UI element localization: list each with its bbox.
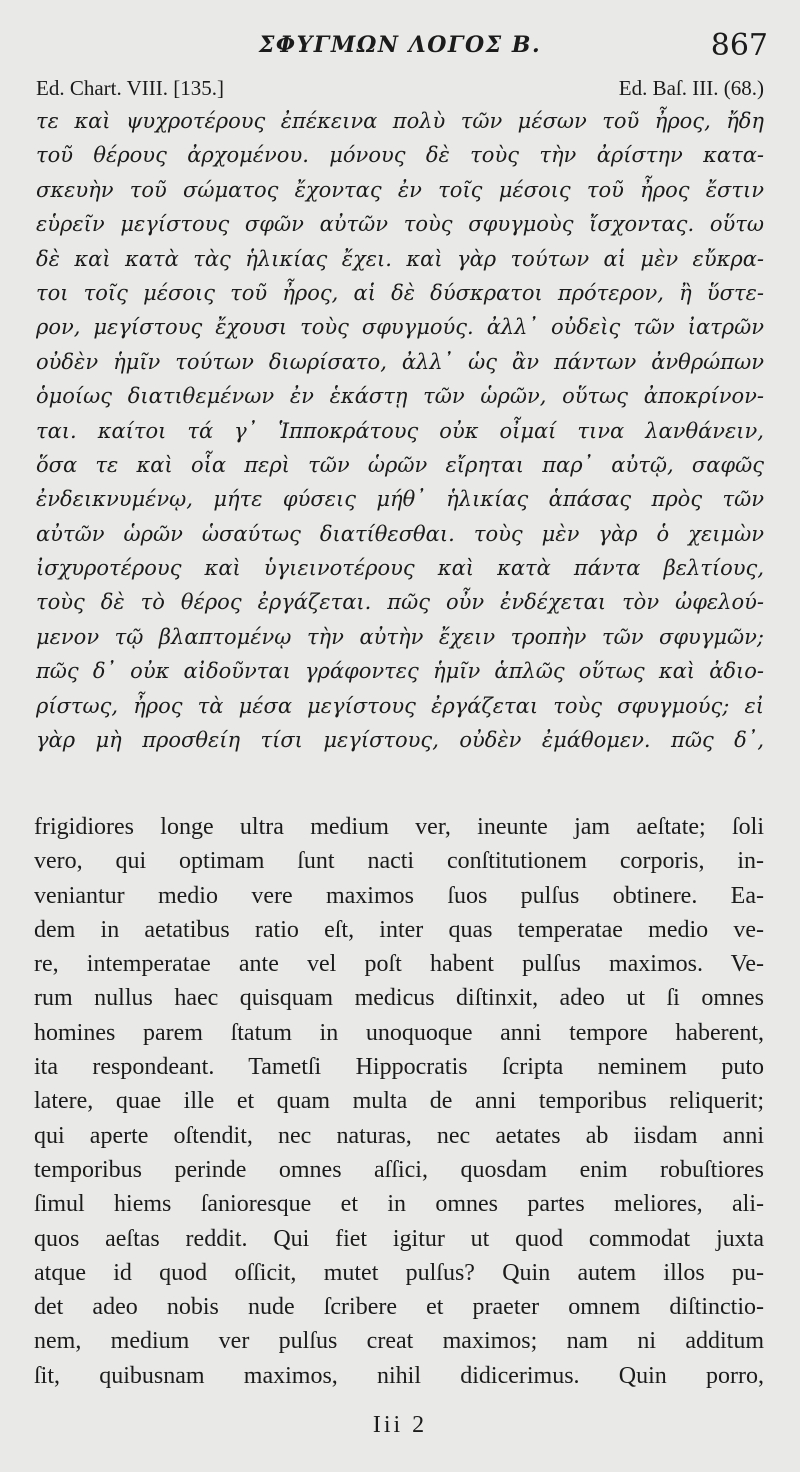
- running-title: ΣΦΥΓΜΩΝ ΛΟΓΟΣ Β.: [258, 32, 542, 58]
- latin-text-line: frigidiores longe ultra medium ver, ineunte jam aeſtate; ſoli: [34, 814, 764, 840]
- greek-text-line: σκευὴν τοῦ σώματος ἔχοντας ἐν τοῖς μέσοις τοῦ ἦρος ἔστιν: [36, 177, 764, 202]
- greek-text-line: μενον τῷ βλαπτομένῳ τὴν αὐτὴν ἔχειν τροπὴν τῶν σφυγμῶν;: [36, 624, 764, 649]
- greek-text-line: ὅσα τε καὶ οἷα περὶ τῶν ὡρῶν εἴρηται παρ᾽ αὐτῷ, σαφῶς: [36, 452, 764, 477]
- running-head: [0, 28, 800, 63]
- greek-text-line: ὁμοίως διατιθεμένων ἐν ἑκάστῃ τῶν ὡρῶν, οὕτως ἀποκρίνον-: [36, 384, 764, 409]
- greek-text-line: πῶς δ᾽ οὐκ αἰδοῦνται γράφοντες ἡμῖν ἁπλῶς οὕτως καὶ ἀδιο-: [36, 659, 764, 684]
- greek-text-line: ρον, μεγίστους ἔχουσι τοὺς σφυγμούς. ἀλλ᾽ οὐδεὶς τῶν ἰατρῶν: [36, 315, 764, 340]
- edition-reference-basel: Ed. Baſ. III. (68.): [618, 76, 764, 100]
- latin-text-line: ſit, quibusnam maximos, nihil didicerimus. Quin porro,: [34, 1362, 764, 1389]
- latin-text-line: vero, qui optimam ſunt nacti conſtitutionem corporis, in-: [34, 848, 764, 875]
- latin-text-line: homines parem ſtatum in unoquoque anni tempore haberent,: [34, 1019, 764, 1046]
- greek-text-line: γὰρ μὴ προσθείη τίσι μεγίστους, οὐδὲν ἐμάθομεν. πῶς δ᾽,: [36, 728, 764, 753]
- greek-text-line: οὐδὲν ἡμῖν τούτων διωρίσατο, ἀλλ᾽ ὡς ἂν πάντων ἀνθρώπων: [36, 349, 764, 374]
- latin-text-line: rum nullus haec quisquam medicus diſtinxit, adeo ut ſi omnes: [34, 985, 764, 1012]
- greek-text-line: ται. καίτοι τά γ᾽ Ἱπποκράτους οὐκ οἶμαί τινα λανθάνειν,: [36, 418, 764, 443]
- latin-text-line: veniantur medio vere maximos ſuos pulſus obtinere. Ea-: [34, 882, 764, 909]
- latin-text-line: nem, medium ver pulſus creat maximos; nam ni additum: [34, 1328, 764, 1355]
- latin-text-line: qui aperte oſtendit, nec naturas, nec aetates ab iisdam anni: [34, 1122, 764, 1149]
- greek-text-line: εὑρεῖν μεγίστους σφῶν αὐτῶν τοὺς σφυγμοὺς ἴσχοντας. οὕτω: [36, 212, 764, 237]
- greek-text-line: ἐνδεικνυμένῳ, μήτε φύσεις μήθ᾽ ἡλικίας ἁπάσας πρὸς τῶν: [36, 487, 764, 512]
- latin-text-line: det adeo nobis nude ſcribere et praeter omnem diſtinctio-: [34, 1294, 764, 1321]
- latin-text-line: atque id quod oſſicit, mutet pulſus? Quin autem illos pu-: [34, 1259, 764, 1286]
- greek-text-line: τοὺς δὲ τὸ θέρος ἐργάζεται. πῶς οὖν ἐνδέχεται τὸν ὠφελού-: [36, 590, 764, 615]
- edition-reference-chartier: Ed. Chart. VIII. [135.]: [36, 76, 224, 100]
- greek-text-block: [36, 104, 764, 757]
- greek-text-line: τοῦ θέρους ἀρχομένου. μόνους δὲ τοὺς τὴν ἀρίστην κατα-: [36, 143, 764, 168]
- page-number: 867: [710, 28, 768, 63]
- latin-text-line: ſimul hiems ſanioresque et in omnes partes meliores, ali-: [34, 1191, 764, 1218]
- greek-text-line: δὲ καὶ κατὰ τὰς ἡλικίας ἔχει. καὶ γὰρ τούτων αἱ μὲν εὔκρα-: [36, 246, 764, 271]
- greek-text-line: ἰσχυροτέρους καὶ ὑγιεινοτέρους καὶ κατὰ πάντα βελτίους,: [36, 556, 764, 581]
- latin-text-line: ita respondeant. Tametſi Hippocratis ſcripta neminem puto: [34, 1054, 764, 1081]
- latin-text-line: quos aeſtas reddit. Qui fiet igitur ut quod commodat juxta: [34, 1225, 764, 1252]
- greek-text-line: τοι τοῖς μέσοις τοῦ ἦρος, αἱ δὲ δύσκρατοι πρότερον, ἢ ὕστε-: [36, 280, 764, 305]
- latin-text-block: [34, 810, 764, 1393]
- latin-text-line: dem in aetatibus ratio eſt, inter quas temperatae medio ve-: [34, 916, 764, 943]
- latin-text-line: re, intemperatae ante vel poſt habent pulſus maximos. Ve-: [34, 951, 764, 978]
- edition-line: [36, 76, 764, 102]
- greek-text-line: τε καὶ ψυχροτέρους ἐπέκεινα πολὺ τῶν μέσων τοῦ ἦρος, ἤδη: [36, 109, 764, 133]
- greek-text-line: αὐτῶν ὡρῶν ὡσαύτως διατίθεσθαι. τοὺς μὲν γὰρ ὁ χειμὼν: [36, 521, 764, 546]
- latin-text-line: latere, quae ille et quam multa de anni temporibus reliquerit;: [34, 1088, 764, 1115]
- latin-text-line: temporibus perinde omnes aſſici, quosdam enim robuſtiores: [34, 1156, 764, 1183]
- signature-mark: Iii 2: [372, 1412, 428, 1438]
- greek-text-line: ρίστως, ἦρος τὰ μέσα μεγίστους ἐργάζεται τοὺς σφυγμούς; εἰ: [36, 693, 764, 718]
